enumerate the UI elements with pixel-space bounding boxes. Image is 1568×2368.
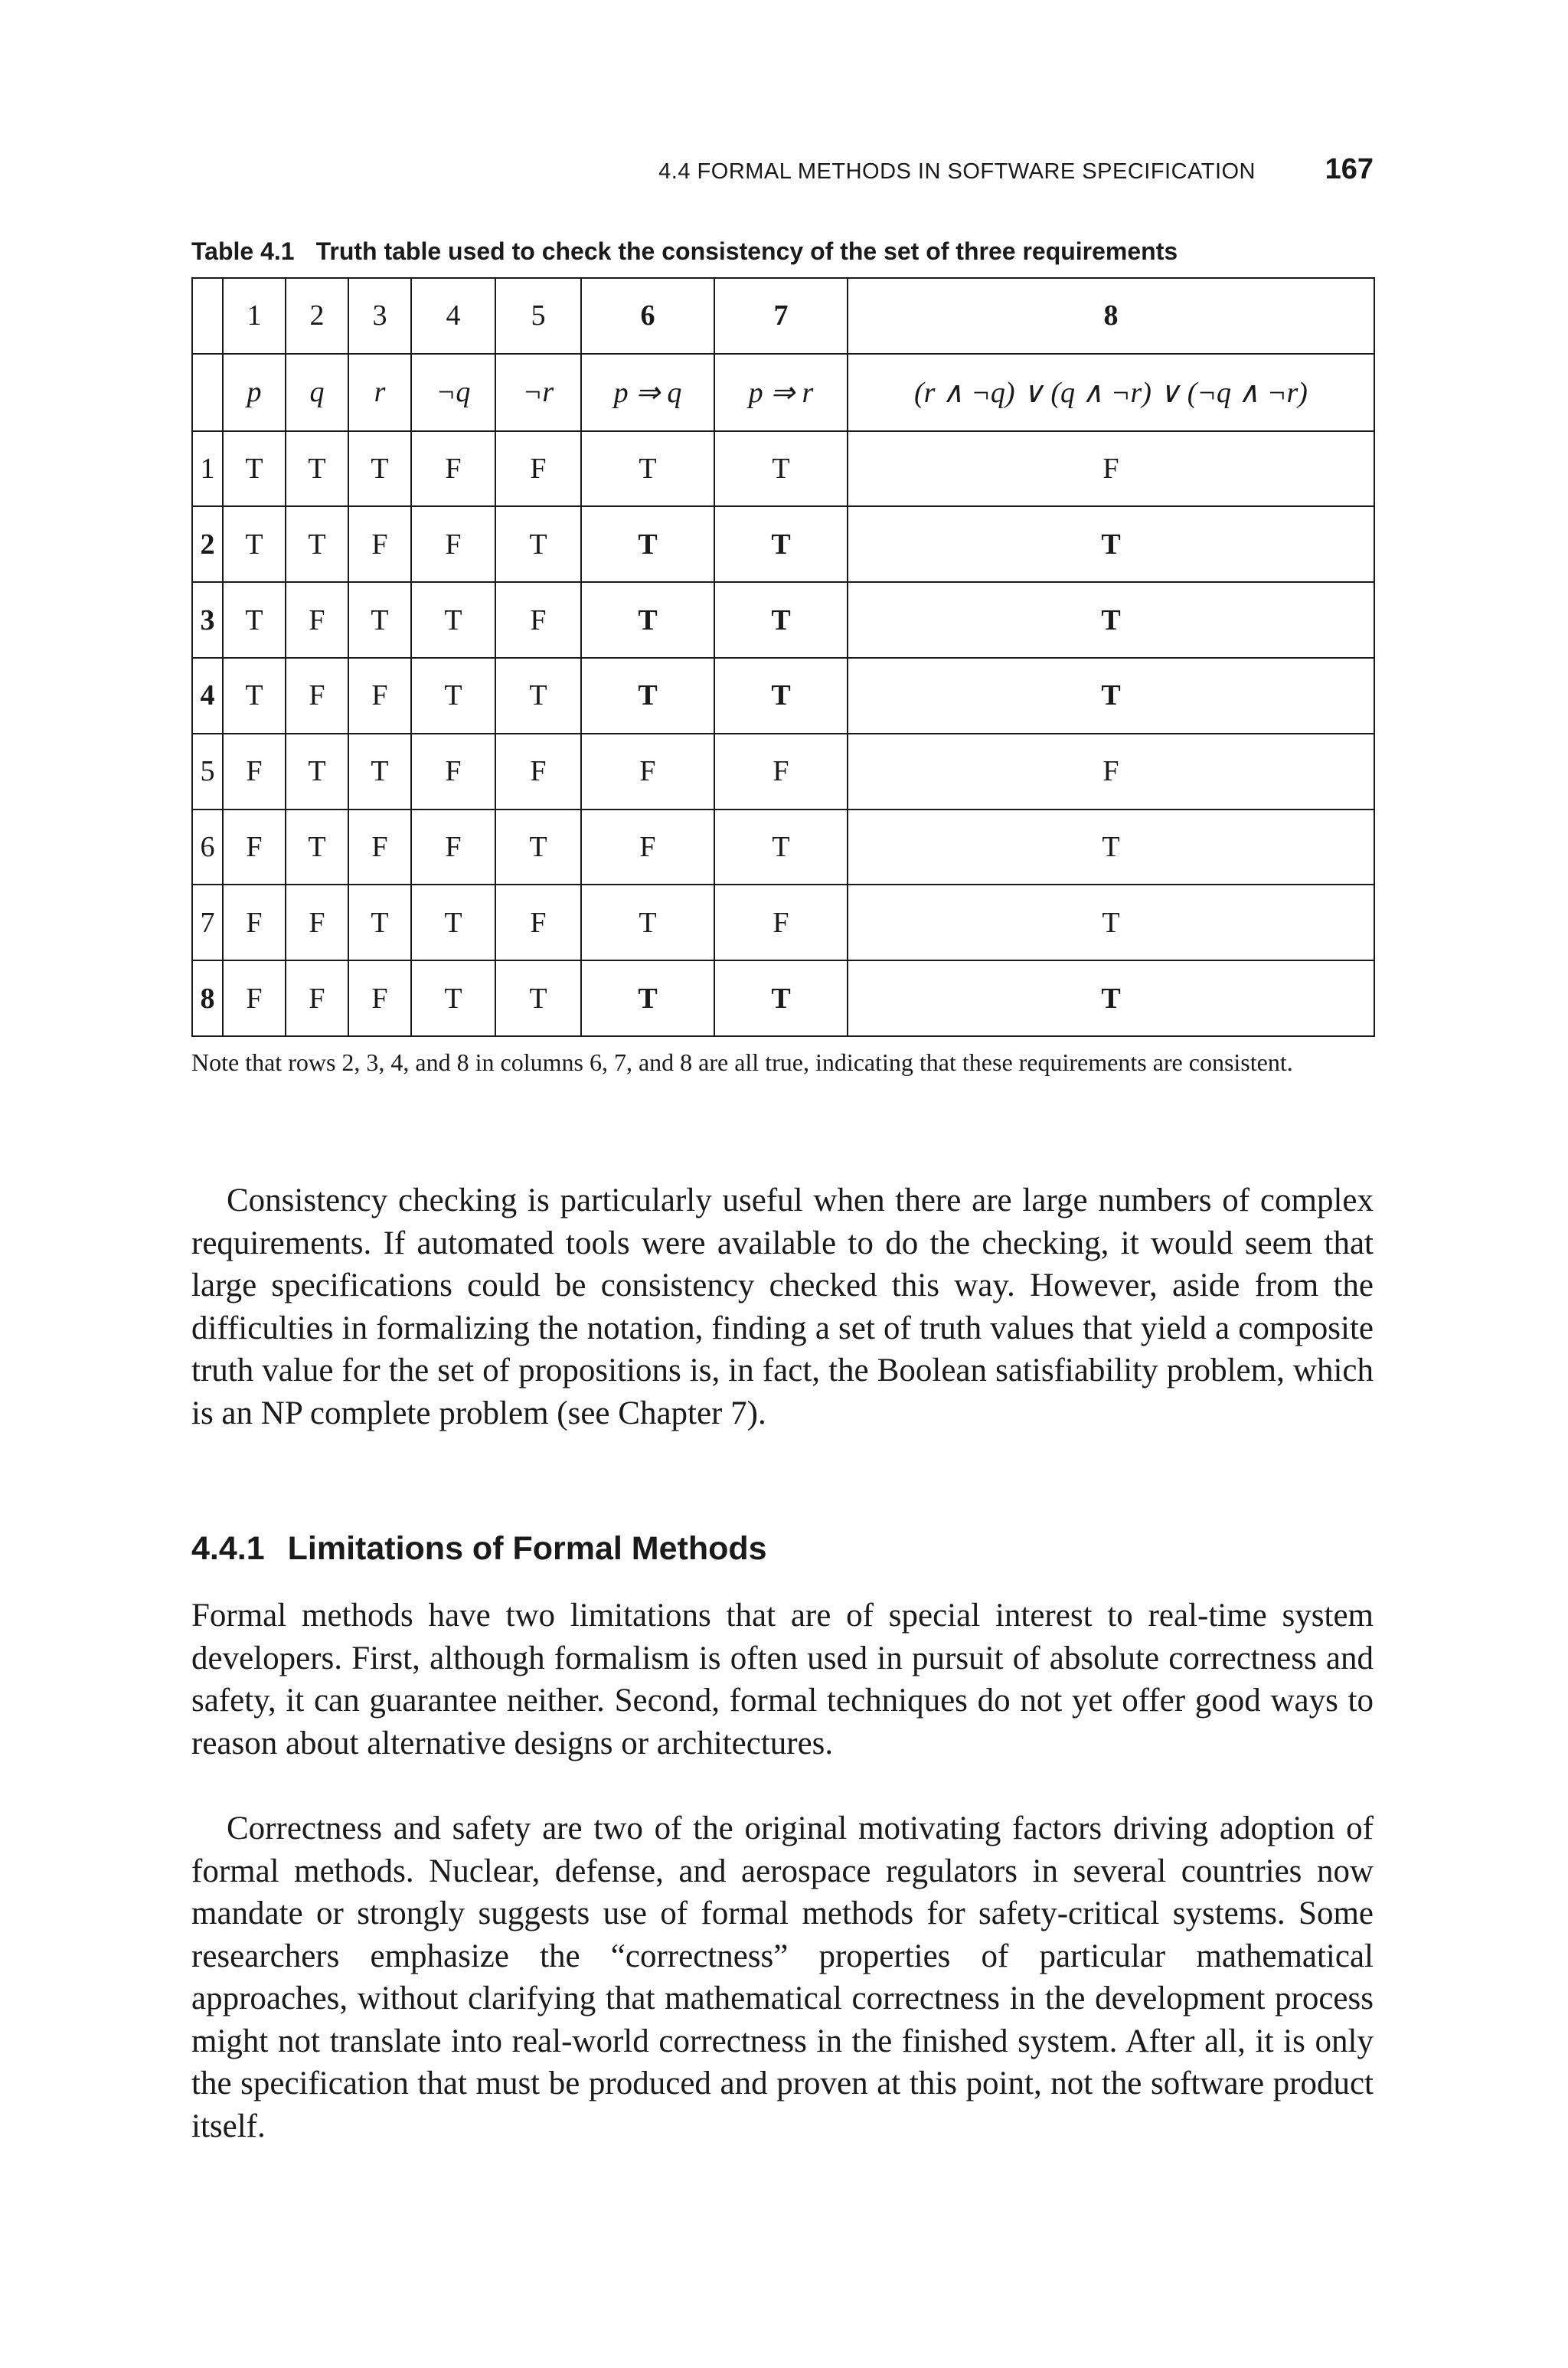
truth-value-cell: F	[495, 582, 581, 658]
running-head-title: 4.4 FORMAL METHODS IN SOFTWARE SPECIFICATION	[658, 159, 1256, 184]
table-row	[192, 734, 1374, 810]
truth-value-cell: T	[848, 960, 1374, 1036]
truth-value-cell: T	[286, 734, 348, 810]
truth-value-cell: F	[223, 734, 286, 810]
truth-value-cell: T	[411, 658, 495, 734]
row-label-cell: 5	[192, 734, 223, 810]
column-number-cell: 7	[714, 278, 848, 354]
truth-value-cell: T	[714, 582, 848, 658]
column-number-cell: 2	[286, 278, 348, 354]
corner-cell	[192, 278, 223, 354]
truth-value-cell: F	[495, 885, 581, 960]
row-label-cell: 6	[192, 810, 223, 885]
truth-value-cell: T	[286, 431, 348, 507]
truth-value-cell: T	[223, 431, 286, 507]
table-row	[192, 810, 1374, 885]
truth-value-cell: F	[348, 658, 411, 734]
body-paragraph-3: Correctness and safety are two of the original motivating factors driving adoption of formal methods. Nuclear, defense, and aerospace regulators in several countries now mandate or strongly suggests use of formal methods for safety-critical systems. Some researchers emphasize the “correctness” properties of particular mathematical approaches, without clarifying that mathematical correctness in the development process might not translate into real-world correctness in the finished system. After all, it is only the specification that must be produced and proven at this point, not the software product itself.	[191, 1810, 1374, 2144]
truth-value-cell: T	[223, 582, 286, 658]
column-symbol-cell: ¬r	[495, 354, 581, 431]
column-symbol-cell: q	[286, 354, 348, 431]
truth-value-cell: F	[495, 431, 581, 507]
truth-value-cell: T	[848, 810, 1374, 885]
truth-value-cell: F	[348, 960, 411, 1036]
column-number-cell: 4	[411, 278, 495, 354]
row-label-cell: 1	[192, 431, 223, 507]
section-heading	[191, 1530, 767, 1568]
section-title: Limitations of Formal Methods	[287, 1530, 767, 1567]
column-symbol-cell: p ⇒ q	[581, 354, 714, 431]
truth-value-cell: T	[348, 734, 411, 810]
table-row	[192, 431, 1374, 507]
truth-value-cell: F	[286, 658, 348, 734]
section-number: 4.4.1	[191, 1530, 265, 1567]
truth-value-cell: F	[411, 734, 495, 810]
truth-value-cell: F	[223, 810, 286, 885]
truth-value-cell: F	[223, 960, 286, 1036]
column-number-cell: 1	[223, 278, 286, 354]
row-label-cell: 2	[192, 506, 223, 582]
column-symbol-cell: ¬q	[411, 354, 495, 431]
truth-value-cell: T	[848, 658, 1374, 734]
truth-value-cell: F	[286, 885, 348, 960]
truth-value-cell: F	[348, 506, 411, 582]
truth-value-cell: F	[848, 734, 1374, 810]
column-symbol-row	[192, 354, 1374, 431]
truth-value-cell: F	[848, 431, 1374, 507]
table-caption-text: Truth table used to check the consistency of the set of three requirements	[315, 237, 1178, 265]
truth-value-cell: T	[714, 810, 848, 885]
truth-value-cell: F	[286, 582, 348, 658]
truth-value-cell: T	[286, 506, 348, 582]
truth-value-cell: T	[348, 431, 411, 507]
column-number-cell: 6	[581, 278, 714, 354]
truth-value-cell: T	[714, 960, 848, 1036]
body-paragraph-1: Consistency checking is particularly useful when there are large numbers of complex requirements. If automated tools were available to do the checking, it would seem that large specifications could be consistency checked this way. However, aside from the difficulties in formalizing the notation, finding a set of truth values that yield a composite truth value for the set of propositions is, in fact, the Boolean satisfiability problem, which is an NP complete problem (see Chapter 7).	[191, 1182, 1374, 1431]
column-symbol-cell: (r ∧ ¬q) ∨ (q ∧ ¬r) ∨ (¬q ∧ ¬r)	[848, 354, 1374, 431]
truth-value-cell: T	[411, 885, 495, 960]
truth-value-cell: T	[348, 582, 411, 658]
truth-value-cell: T	[714, 506, 848, 582]
table-row	[192, 885, 1374, 960]
table-caption-number: Table 4.1	[191, 237, 295, 265]
column-symbol-cell: r	[348, 354, 411, 431]
column-number-cell: 8	[848, 278, 1374, 354]
truth-value-cell: F	[581, 734, 714, 810]
table-row	[192, 960, 1374, 1036]
truth-value-cell: T	[581, 960, 714, 1036]
table-note: Note that rows 2, 3, 4, and 8 in columns 6, 7, and 8 are all true, indicating that these requirements are consistent.	[191, 1048, 1293, 1076]
truth-value-cell: T	[411, 960, 495, 1036]
row-label-cell: 3	[192, 582, 223, 658]
page-number: 167	[1325, 153, 1374, 185]
truth-value-cell: T	[495, 960, 581, 1036]
truth-table-body	[192, 278, 1374, 1036]
truth-value-cell: T	[581, 582, 714, 658]
body-paragraph-2: Formal methods have two limitations that are of special interest to real-time system developers. First, although formalism is often used in pursuit of absolute correctness and safety, it can guarantee neither. Second, formal techniques do not yet offer good ways to reason about alternative designs or architectures.	[191, 1598, 1374, 1761]
table-row	[192, 658, 1374, 734]
truth-value-cell: F	[348, 810, 411, 885]
truth-value-cell: T	[714, 658, 848, 734]
table-row	[192, 582, 1374, 658]
truth-value-cell: T	[495, 506, 581, 582]
truth-value-cell: F	[411, 810, 495, 885]
truth-value-cell: T	[495, 658, 581, 734]
truth-value-cell: T	[495, 810, 581, 885]
column-symbol-cell: p	[223, 354, 286, 431]
row-label-cell: 7	[192, 885, 223, 960]
truth-value-cell: T	[848, 582, 1374, 658]
truth-value-cell: T	[581, 658, 714, 734]
table-row	[192, 506, 1374, 582]
truth-value-cell: T	[581, 506, 714, 582]
truth-value-cell: T	[848, 506, 1374, 582]
row-label-cell: 8	[192, 960, 223, 1036]
truth-value-cell: T	[286, 810, 348, 885]
truth-value-cell: T	[581, 885, 714, 960]
column-symbol-cell: p ⇒ r	[714, 354, 848, 431]
truth-value-cell: F	[714, 885, 848, 960]
truth-value-cell: F	[223, 885, 286, 960]
truth-value-cell: F	[581, 810, 714, 885]
column-number-cell: 3	[348, 278, 411, 354]
truth-value-cell: T	[848, 885, 1374, 960]
truth-value-cell: F	[495, 734, 581, 810]
column-number-cell: 5	[495, 278, 581, 354]
corner-cell	[192, 354, 223, 431]
truth-value-cell: F	[286, 960, 348, 1036]
row-label-cell: 4	[192, 658, 223, 734]
table-caption	[191, 237, 1374, 266]
truth-value-cell: F	[411, 506, 495, 582]
truth-value-cell: T	[223, 506, 286, 582]
truth-value-cell: F	[714, 734, 848, 810]
truth-value-cell: T	[714, 431, 848, 507]
truth-value-cell: T	[223, 658, 286, 734]
column-number-row	[192, 278, 1374, 354]
truth-value-cell: T	[348, 885, 411, 960]
truth-value-cell: T	[411, 582, 495, 658]
truth-table	[191, 277, 1375, 1037]
truth-value-cell: F	[411, 431, 495, 507]
truth-value-cell: T	[581, 431, 714, 507]
running-head	[191, 153, 1374, 191]
